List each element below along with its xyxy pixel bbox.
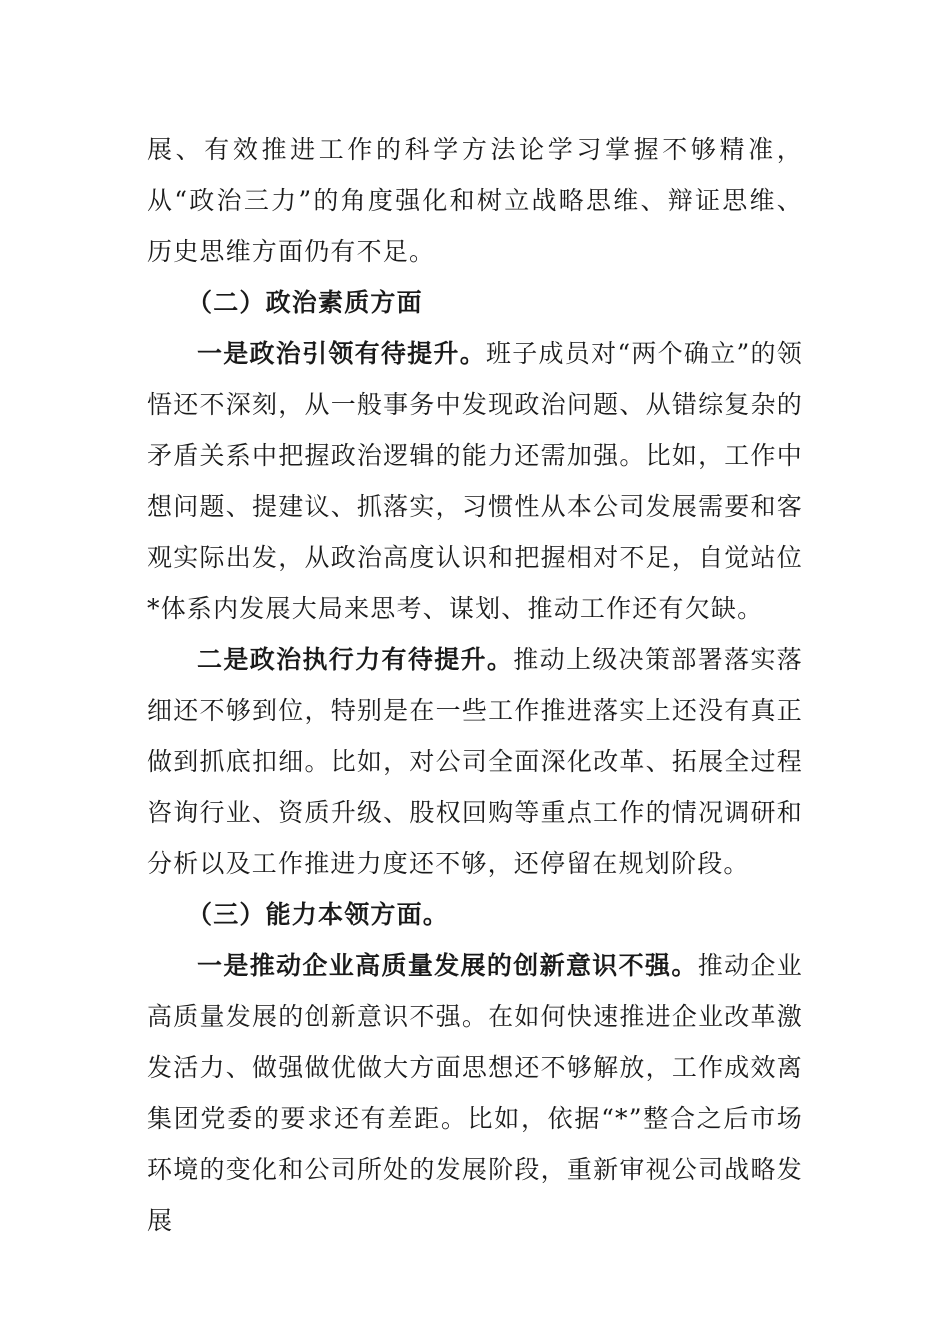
document-body [147, 124, 803, 1246]
paragraph-lead: 二是政治执行力有待提升。 [197, 645, 514, 674]
heading-text: （三）能力本领方面。 [187, 900, 450, 929]
paragraph-text: 推动企业高质量发展的创新意识不强。在如何快速推进企业改革激发活力、做强做优做大方面思想还不够解放，工作成效离集团党委的要求还有差距。比如，依据“*”整合之后市场环境的变化和公司所处的发展阶段，重新审视公司战略发展 [147, 951, 803, 1235]
paragraph-text: 推动上级决策部署落实落细还不够到位，特别是在一些工作推进落实上还没有真正做到抓底扣细。比如，对公司全面深化改革、拓展全过程咨询行业、资质升级、股权回购等重点工作的情况调研和分析以及工作推进力度还不够，还停留在规划阶段。 [147, 645, 804, 878]
paragraph-continuation [147, 124, 803, 277]
paragraph-text: 展、有效推进工作的科学方法论学习掌握不够精准，从“政治三力”的角度强化和树立战略思维、辩证思维、历史思维方面仍有不足。 [147, 135, 803, 266]
section-heading-political-quality [147, 277, 803, 328]
paragraph-lead: 一是推动企业高质量发展的创新意识不强。 [197, 951, 698, 980]
paragraph-text: 班子成员对“两个确立”的领悟还不深刻，从一般事务中发现政治问题、从错综复杂的矛盾关系中把握政治逻辑的能力还需加强。比如，工作中想问题、提建议、抓落实，习惯性从本公司发展需要和客观实际出发，从政治高度认识和把握相对不足，自觉站位*体系内发展大局来思考、谋划、推动工作还有欠缺。 [147, 339, 803, 623]
paragraph-item-political-execution [147, 634, 803, 889]
paragraph-lead: 一是政治引领有待提升。 [197, 339, 486, 368]
paragraph-item-political-leadership [147, 328, 803, 634]
heading-text: （二）政治素质方面 [187, 288, 423, 317]
paragraph-item-innovation [147, 940, 803, 1246]
section-heading-capability [147, 889, 803, 940]
